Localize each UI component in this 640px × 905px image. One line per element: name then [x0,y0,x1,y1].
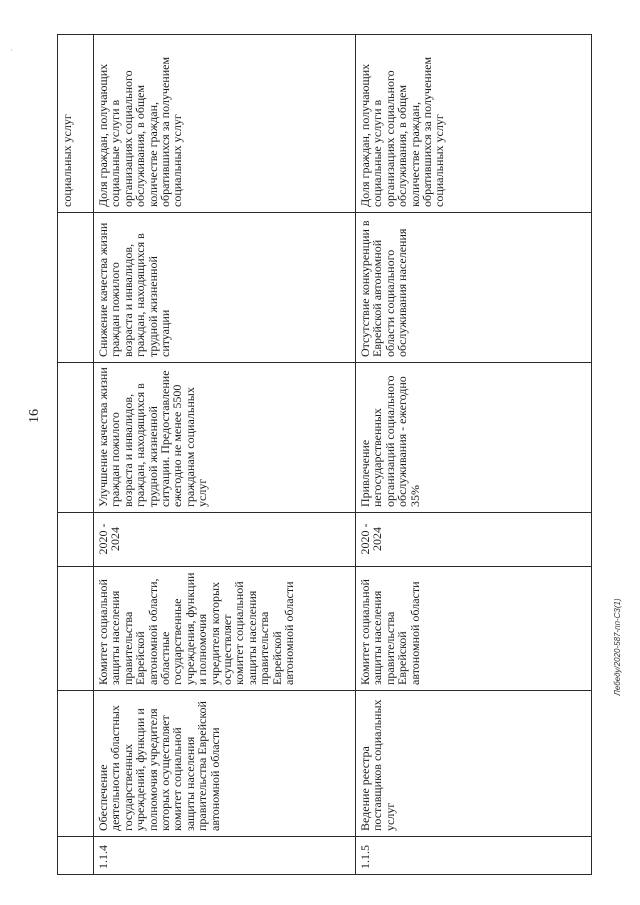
cell-period: 2020 - 2024 [94,513,356,567]
rotated-table-container [57,35,589,875]
cell-empty [58,363,94,513]
cell-expected-result: Улучшение качества жизни граждан пожилого возраста и инвалидов, граждан, находящихся в трудной жизненной ситуации. Предоставление ежегодно не менее 5500 гражданам социальных услуг [94,363,356,513]
cell-executor: Комитет социальной защиты населения правительства Еврейской автономной области [356,567,592,691]
scan-mark: · [10,46,13,55]
cell-consequences: Отсутствие конкуренции в Еврейской автономной области социального обслуживания населения [356,213,592,363]
page-number: 16 [27,409,42,423]
cell-number: 1.1.5 [356,837,592,875]
program-events-table [57,34,592,875]
cell-executor: Комитет социальной защиты населения правительства Еврейской автономной области, областные государственные учреждения, функции и полномочия учредителя которых осуществляет комитет социальной защиты населения правительства Еврейской автономной области [94,567,356,691]
cell-empty [58,567,94,691]
cell-consequences: Снижение качества жизни граждан пожилого возраста и инвалидов, граждан, находящихся в трудной жизненной ситуации [94,213,356,363]
cell-empty [58,837,94,875]
cell-empty [58,213,94,363]
cell-empty [58,513,94,567]
table-row-continuation [58,35,94,875]
cell-period: 2020 - 2024 [356,513,592,567]
table-row [356,35,592,875]
cell-indicator-tail: социальных услуг [58,35,94,213]
cell-expected-result: Привлечение негосударственных организаций социального обслуживания - ежегодно 35% [356,363,592,513]
cell-event: Обеспечение деятельности областных государственных учреждений, функции и полномочия учредителя которых осуществляет комитет социальной защиты населения правительства Еврейской автономной области [94,691,356,837]
cell-indicator: Доля граждан, получающих социальные услуги в организациях социального обслуживания, в общем количестве граждан, обратившихся за получением социальных услуг [94,35,356,213]
cell-empty [58,691,94,837]
cell-number: 1.1.4 [94,837,356,875]
cell-indicator: Доля граждан, получающих социальные услуги в организациях социального обслуживания, в общем количестве граждан, обратившихся за получением социальных услуг [356,35,592,213]
table-row [94,35,356,875]
footer-reference: Лебеду/2020-587-пп-С3(1) [613,598,622,696]
cell-event: Ведение реестра поставщиков социальных услуг [356,691,592,837]
